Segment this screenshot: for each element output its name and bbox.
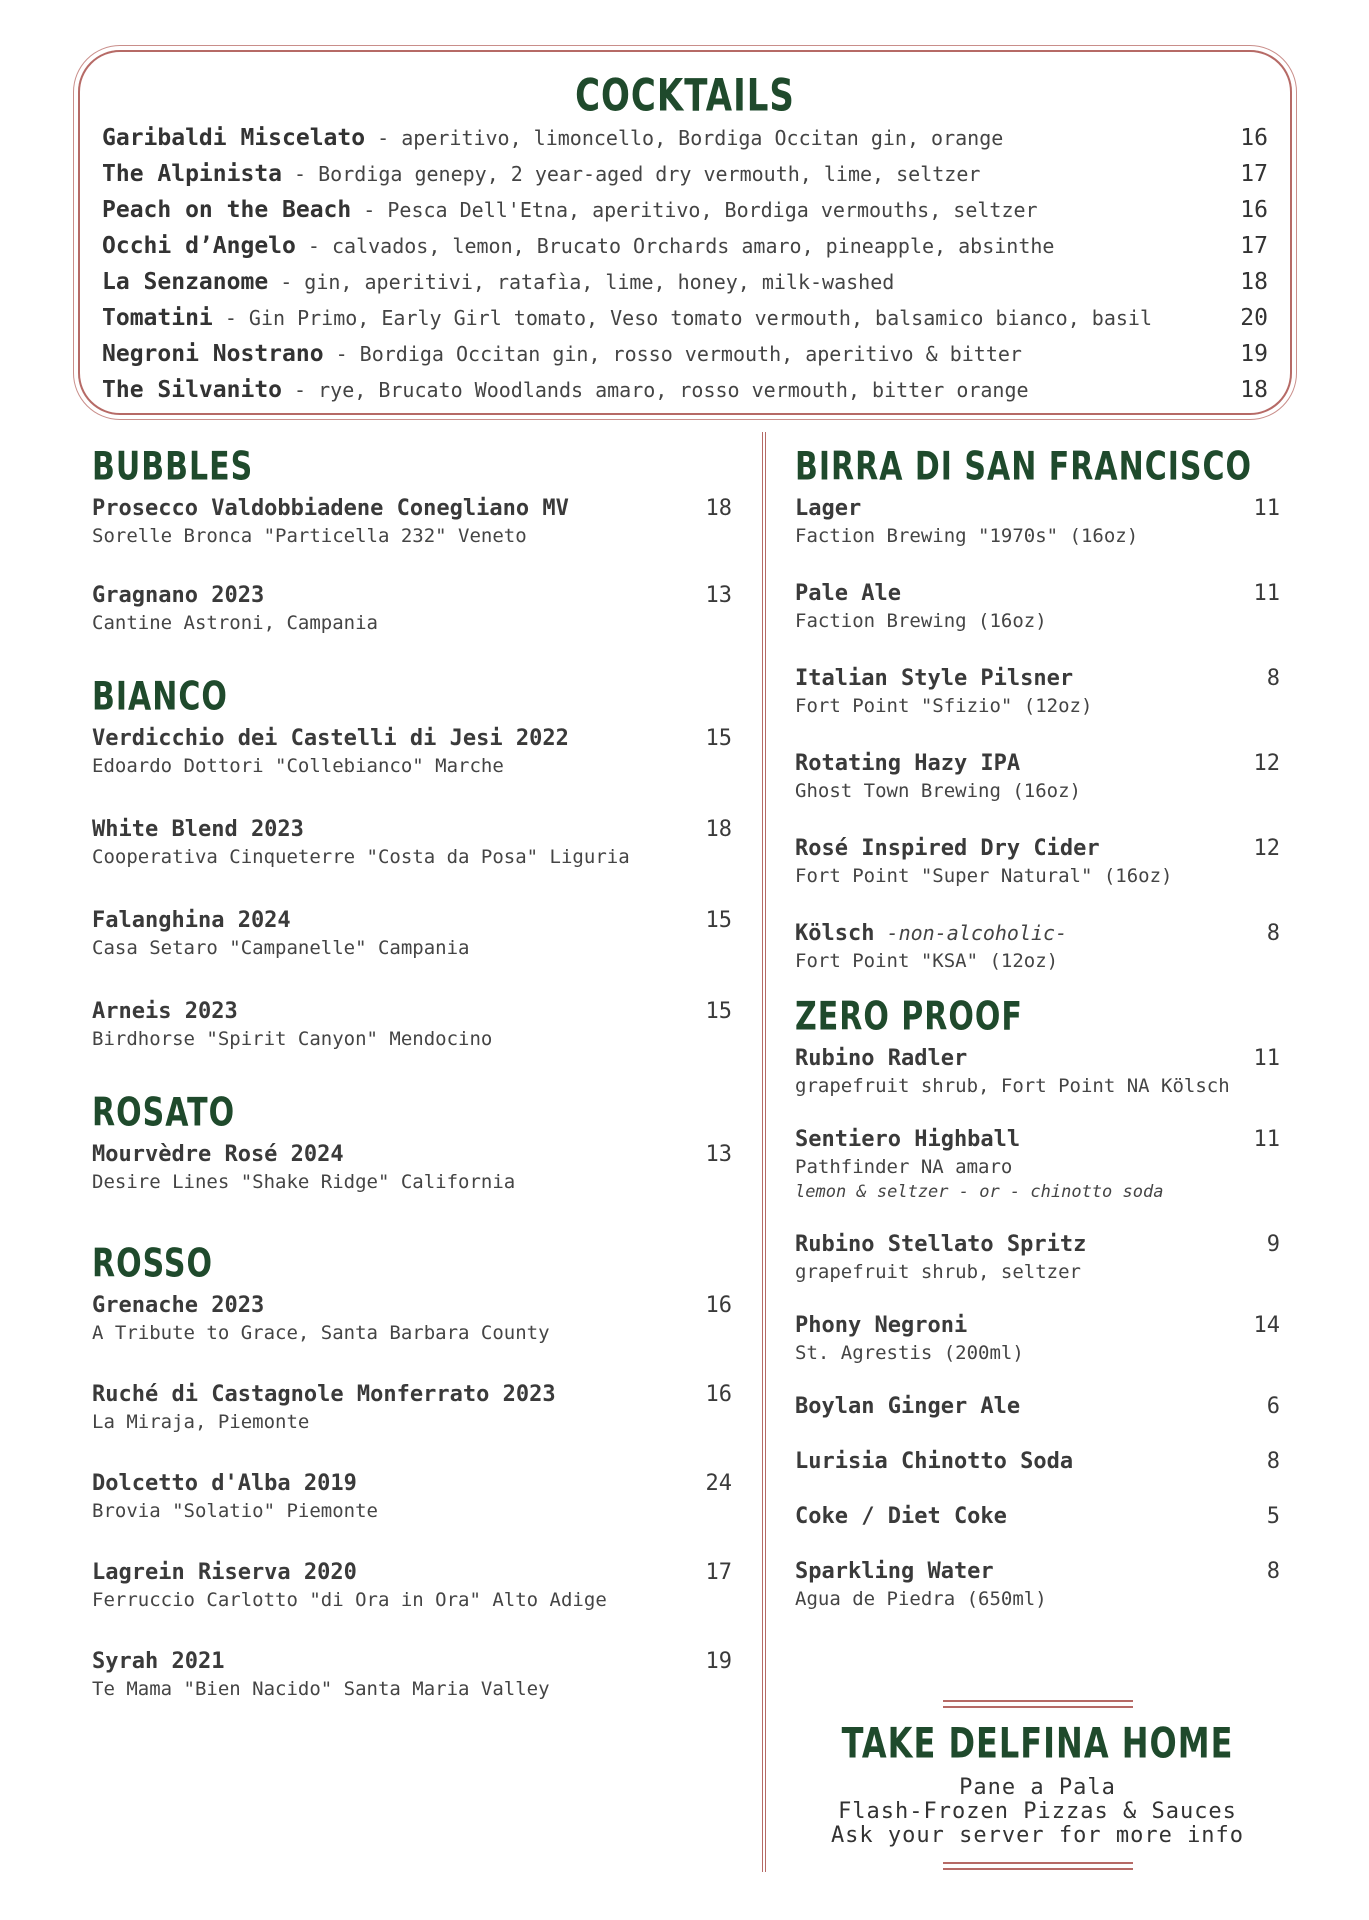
item-producer: La Miraja, Piemonte — [92, 1411, 310, 1433]
item-price: 12 — [1253, 751, 1280, 776]
item-price: 24 — [705, 1471, 732, 1496]
cocktail-description: - rye, Brucato Woodlands amaro, rosso vermouth, bitter orange — [282, 378, 1029, 402]
item-name: Arneis 2023 — [92, 999, 238, 1024]
menu-item — [92, 1471, 732, 1522]
take-home-line-2: Flash-Frozen Pizzas & Sauces — [838, 1799, 1237, 1824]
item-price: 11 — [1253, 1127, 1280, 1152]
item-producer: Cooperativa Cinqueterre "Costa da Posa" Liguria — [92, 846, 630, 868]
item-producer: Fort Point "Super Natural" (16oz) — [795, 865, 1173, 887]
cocktail-price: 17 — [1240, 161, 1268, 187]
section-title-rosso: ROSSO — [92, 1241, 213, 1288]
take-home-line-1: Pane a Pala — [959, 1775, 1116, 1800]
wine-column — [92, 444, 732, 1700]
item-name: White Blend 2023 — [92, 817, 304, 842]
item-name: Coke / Diet Coke — [795, 1504, 1007, 1529]
cocktail-name: La Senzanome — [102, 269, 269, 295]
item-name: Lager — [795, 496, 862, 521]
item-name: Mourvèdre Rosé 2024 — [92, 1142, 344, 1167]
cocktail-name: The Alpinista — [102, 161, 283, 187]
cocktail-item — [102, 120, 1268, 156]
item-producer: Brovia "Solatio" Piemonte — [92, 1500, 378, 1522]
item-producer: Casa Setaro "Campanelle" Campania — [92, 937, 470, 959]
item-price: 8 — [1266, 1559, 1280, 1584]
cocktail-name: Peach on the Beach — [102, 197, 352, 223]
item-price: 15 — [705, 726, 732, 751]
item-price: 5 — [1266, 1504, 1280, 1529]
cocktail-item — [102, 156, 1268, 192]
cocktail-description: - Bordiga genepy, 2 year-aged dry vermouth, lime, seltzer — [282, 162, 981, 186]
item-name: Rubino Stellato Spritz — [795, 1232, 1087, 1257]
item-name: Verdicchio dei Castelli di Jesi 2022 — [92, 726, 569, 751]
item-producer: Faction Brewing (16oz) — [795, 610, 1047, 632]
item-price: 17 — [705, 1560, 732, 1585]
item-price: 11 — [1253, 581, 1280, 606]
menu-item — [92, 817, 732, 868]
item-name: Pale Ale — [795, 581, 901, 606]
cocktail-name: Garibaldi Miscelato — [102, 125, 366, 151]
item-price: 15 — [705, 908, 732, 933]
item-price: 14 — [1253, 1313, 1280, 1338]
cocktail-price: 18 — [1240, 269, 1268, 295]
item-price: 15 — [705, 999, 732, 1024]
menu-item — [795, 1313, 1280, 1364]
item-name: Sentiero Highball — [795, 1127, 1021, 1152]
item-price: 9 — [1266, 1232, 1280, 1257]
cocktail-item — [102, 372, 1268, 408]
menu-item — [795, 1559, 1280, 1610]
decorative-divider — [943, 1700, 1133, 1708]
menu-item — [92, 496, 732, 547]
beer-zero-column — [795, 444, 1280, 1610]
menu-item — [92, 1560, 732, 1611]
item-name: Lurisia Chinotto Soda — [795, 1449, 1074, 1474]
item-name: Sparkling Water — [795, 1559, 994, 1584]
item-price: 18 — [705, 496, 732, 521]
menu-item — [795, 1232, 1280, 1283]
menu-item — [92, 583, 732, 634]
item-price: 8 — [1266, 1449, 1280, 1474]
item-name: Lagrein Riserva 2020 — [92, 1560, 357, 1585]
item-producer: Ferruccio Carlotto "di Ora in Ora" Alto Adige — [92, 1589, 607, 1611]
item-producer: Cantine Astroni, Campania — [92, 612, 378, 634]
cocktails-box — [78, 50, 1292, 415]
section-title-zero-proof: ZERO PROOF — [795, 994, 1023, 1041]
item-price: 6 — [1266, 1394, 1280, 1419]
item-name: Kölsch — [795, 921, 875, 946]
cocktails-title: COCKTAILS — [575, 70, 795, 122]
item-producer: Faction Brewing "1970s" (16oz) — [795, 525, 1139, 547]
cocktail-description: - Bordiga Occitan gin, rosso vermouth, aperitivo & bitter — [323, 342, 1022, 366]
menu-item — [92, 1293, 732, 1344]
menu-item — [795, 751, 1280, 802]
menu-item — [92, 726, 732, 777]
item-producer: Birdhorse "Spirit Canyon" Mendocino — [92, 1028, 493, 1050]
item-price: 16 — [705, 1382, 732, 1407]
section-title-rosato: ROSATO — [92, 1090, 236, 1137]
item-description: grapefruit shrub, Fort Point NA Kölsch — [795, 1075, 1230, 1097]
item-name: Rubino Radler — [795, 1046, 968, 1071]
item-description: Pathfinder NA amaro — [795, 1156, 1013, 1178]
cocktail-item — [102, 228, 1268, 264]
cocktail-name: The Silvanito — [102, 377, 283, 403]
take-home-line-3: Ask your server for more info — [830, 1823, 1245, 1848]
item-name: Gragnano 2023 — [92, 583, 265, 608]
cocktail-name: Tomatini — [102, 305, 213, 331]
menu-item — [92, 1649, 732, 1700]
cocktail-item — [102, 336, 1268, 372]
item-name: Ruché di Castagnole Monferrato 2023 — [92, 1382, 556, 1407]
item-producer: A Tribute to Grace, Santa Barbara County — [92, 1322, 550, 1344]
item-price: 11 — [1253, 1046, 1280, 1071]
menu-item — [92, 1382, 732, 1433]
cocktail-description: - Gin Primo, Early Girl tomato, Veso tomato vermouth, balsamico bianco, basil — [212, 306, 1152, 330]
cocktail-description: - gin, aperitivi, ratafìa, lime, honey, milk-washed — [268, 270, 895, 294]
cocktail-item — [102, 264, 1268, 300]
menu-item — [795, 496, 1280, 547]
item-producer: Edoardo Dottori "Collebianco" Marche — [92, 755, 504, 777]
item-name: Boylan Ginger Ale — [795, 1394, 1021, 1419]
item-price: 18 — [705, 817, 732, 842]
item-price: 8 — [1266, 666, 1280, 691]
menu-item — [795, 1046, 1280, 1097]
cocktail-name: Occhi d’Angelo — [102, 233, 296, 259]
menu-item — [795, 1504, 1280, 1529]
cocktail-price: 18 — [1240, 377, 1268, 403]
menu-item — [795, 666, 1280, 717]
cocktail-item — [102, 300, 1268, 336]
item-name: Italian Style Pilsner — [795, 666, 1074, 691]
item-name: Falanghina 2024 — [92, 908, 291, 933]
menu-item — [795, 836, 1280, 887]
item-name: Rosé Inspired Dry Cider — [795, 836, 1100, 861]
item-producer: Te Mama "Bien Nacido" Santa Maria Valley — [92, 1678, 550, 1700]
item-name: Phony Negroni — [795, 1313, 968, 1338]
item-producer: Desire Lines "Shake Ridge" California — [92, 1171, 516, 1193]
menu-item — [92, 908, 732, 959]
cocktail-price: 19 — [1240, 341, 1268, 367]
item-price: 8 — [1266, 921, 1280, 946]
item-name: Grenache 2023 — [92, 1293, 265, 1318]
cocktail-description: - aperitivo, limoncello, Bordiga Occitan gin, orange — [365, 126, 1004, 150]
item-price: 16 — [705, 1293, 732, 1318]
cocktail-price: 16 — [1240, 197, 1268, 223]
menu-item — [795, 1127, 1280, 1202]
item-price: 12 — [1253, 836, 1280, 861]
section-title-birra: BIRRA DI SAN FRANCISCO — [795, 444, 1252, 491]
menu-item — [795, 921, 1280, 972]
cocktail-item — [102, 192, 1268, 228]
item-price: 13 — [705, 583, 732, 608]
cocktail-description: - calvados, lemon, Brucato Orchards amaro, pineapple, absinthe — [295, 234, 1055, 258]
cocktail-price: 16 — [1240, 125, 1268, 151]
cocktail-name: Negroni Nostrano — [102, 341, 324, 367]
item-producer: Fort Point "Sfizio" (12oz) — [795, 695, 1093, 717]
item-name: Dolcetto d'Alba 2019 — [92, 1471, 357, 1496]
cocktail-price: 20 — [1240, 305, 1268, 331]
item-producer: Ghost Town Brewing (16oz) — [795, 780, 1081, 802]
cocktail-price: 17 — [1240, 233, 1268, 259]
item-name: Syrah 2021 — [92, 1649, 225, 1674]
item-producer: Fort Point "KSA" (12oz) — [795, 950, 1059, 972]
column-divider — [762, 432, 766, 1872]
section-title-bubbles: BUBBLES — [92, 444, 254, 491]
item-producer: Sorelle Bronca "Particella 232" Veneto — [92, 525, 527, 547]
item-description: Agua de Piedra (650ml) — [795, 1588, 1047, 1610]
menu-item — [92, 1142, 732, 1193]
item-price: 19 — [705, 1649, 732, 1674]
item-name: Prosecco Valdobbiadene Conegliano MV — [92, 496, 569, 521]
decorative-divider — [943, 1862, 1133, 1870]
section-title-bianco: BIANCO — [92, 674, 228, 721]
take-home-title: TAKE DELFINA HOME — [841, 1718, 1234, 1768]
item-description: grapefruit shrub, seltzer — [795, 1261, 1081, 1283]
take-home-block — [795, 1700, 1280, 1870]
item-price: 11 — [1253, 496, 1280, 521]
item-note: lemon & seltzer - or - chinotto soda — [795, 1182, 1164, 1202]
cocktails-list — [102, 120, 1268, 408]
item-price: 13 — [705, 1142, 732, 1167]
non-alcoholic-tag: -non-alcoholic- — [874, 921, 1068, 945]
item-description: St. Agrestis (200ml) — [795, 1342, 1024, 1364]
cocktail-description: - Pesca Dell'Etna, aperitivo, Bordiga vermouths, seltzer — [351, 198, 1038, 222]
item-name: Rotating Hazy IPA — [795, 751, 1021, 776]
menu-item — [795, 1449, 1280, 1474]
menu-item — [795, 1394, 1280, 1419]
menu-item — [795, 581, 1280, 632]
menu-item — [92, 999, 732, 1050]
